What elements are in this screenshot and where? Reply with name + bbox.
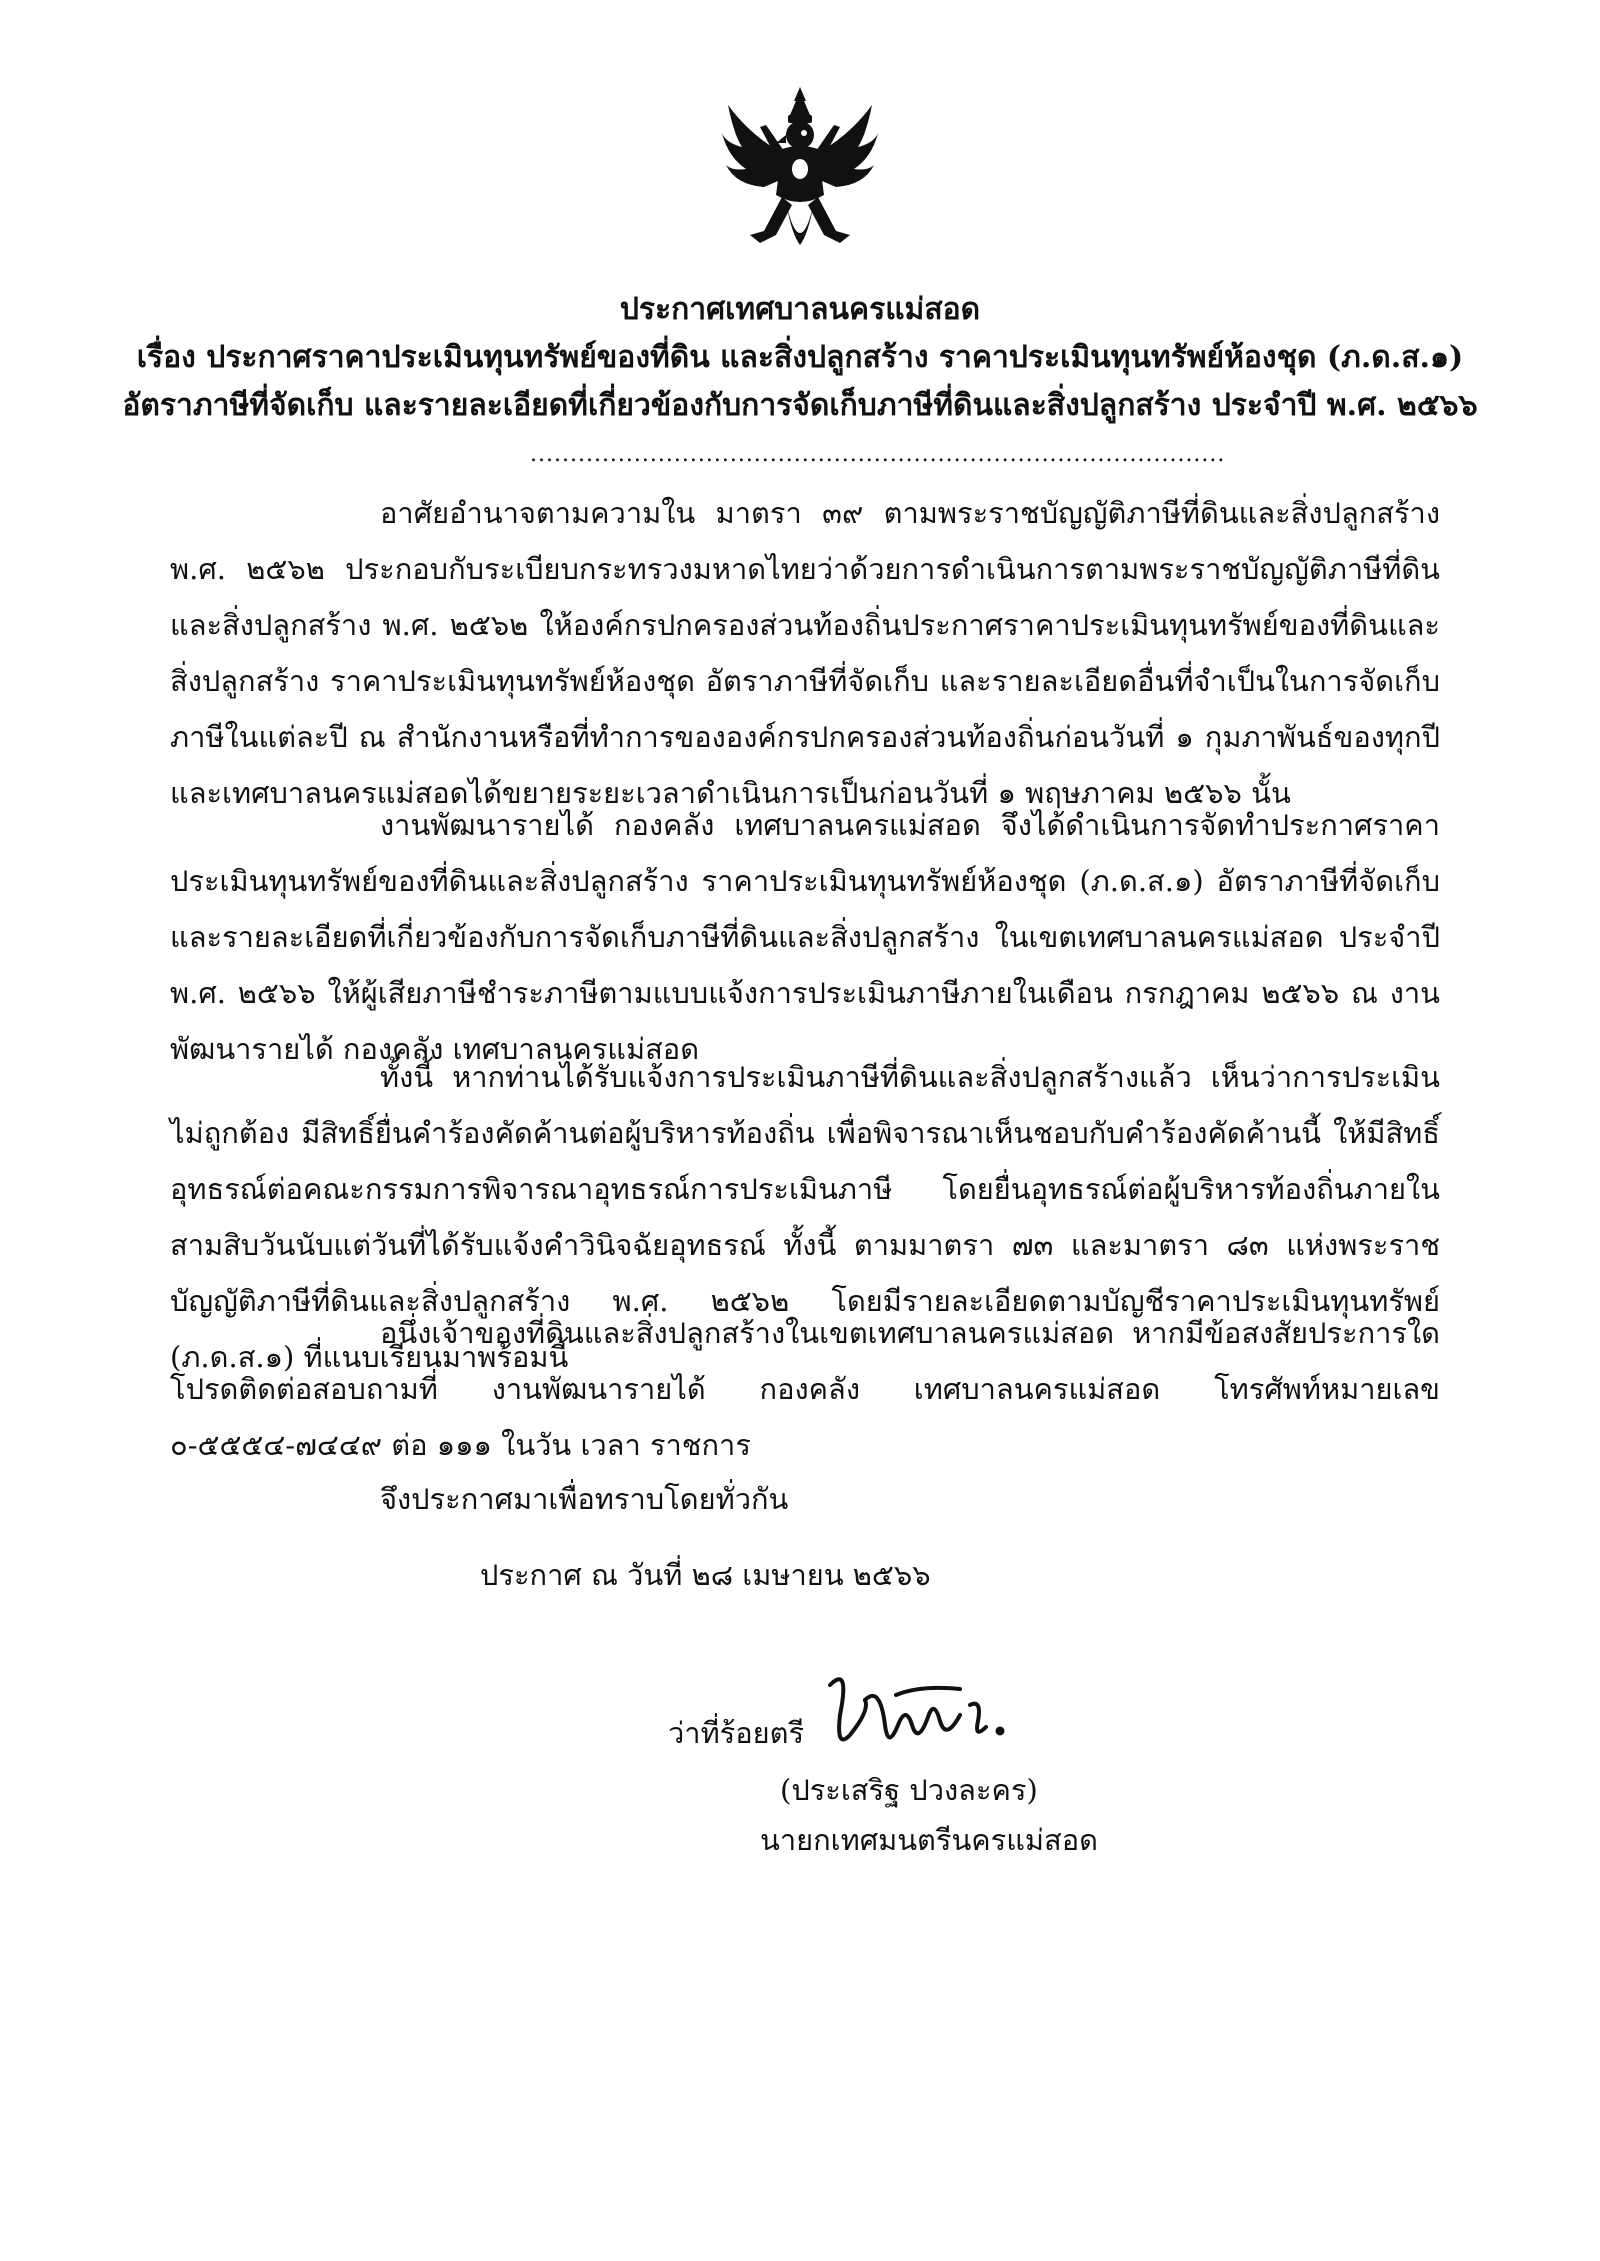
paragraph-authority: อาศัยอำนาจตามความใน มาตรา ๓๙ ตามพระราชบัญญัติภาษีที่ดินและสิ่งปลูกสร้าง พ.ศ. ๒๕๖๒ ประกอบกับระเบียบกระทรวงมหาดไทยว่าด้วยการดำเนินการตามพระราชบัญญัติภาษีที่ดินและสิ่งปลูกสร้าง พ.ศ. ๒๕๖๒ ให้องค์กรปกครองส่วนท้องถิ่นประกาศราคาประเมินทุนทรัพย์ของที่ดินและสิ่งปลูกสร้าง ราคาประเมินทุนทรัพย์ห้องชุด อัตราภาษีที่จัดเก็บ และรายละเอียดอื่นที่จำเป็นในการจัดเก็บภาษีในแต่ละปี ณ สำนักงานหรือที่ทำการขององค์กรปกครองส่วนท้องถิ่นก่อนวันที่ ๑ กุมภาพันธ์ของทุกปี และเทศบาลนครแม่สอดได้ขยายระยะเวลาดำเนินการเป็นก่อนวันที่ ๑ พฤษภาคม ๒๕๖๖ นั้น [170, 496, 1440, 810]
signatory-position: นายกเทศมนตรีนครแม่สอด [760, 1823, 1099, 1857]
announcement-date: ประกาศ ณ วันที่ ๒๘ เมษายน ๒๕๖๖ [480, 1558, 931, 1592]
separator-dots: ....................................................................................... [530, 442, 1226, 467]
paragraph-appeal: ทั้งนี้ หากท่านได้รับแจ้งการประเมินภาษีที่ดินและสิ่งปลูกสร้างแล้ว เห็นว่าการประเมินไม่ถูกต้อง มีสิทธิ์ยื่นคำร้องคัดค้านต่อผู้บริหารท้องถิ่น เพื่อพิจารณาเห็นชอบกับคำร้องคัดค้านนี้ ให้มีสิทธิ์อุทธรณ์ต่อคณะกรรมการพิจารณาอุทธรณ์การประเมินภาษี โดยยื่นอุทธรณ์ต่อผู้บริหารท้องถิ่นภายในสามสิบวันนับแต่วันที่ได้รับแจ้งคำวินิจฉัยอุทธรณ์ ทั้งนี้ ตามมาตรา ๗๓ และมาตรา ๘๓ แห่งพระราชบัญญัติภาษีที่ดินและสิ่งปลูกสร้าง พ.ศ. ๒๕๖๒ โดยมีรายละเอียดตามบัญชีราคาประเมินทุนทรัพย์ (ภ.ด.ส.๑) ที่แนบเรียนมาพร้อมนี้ [170, 1060, 1440, 1374]
document-subject-line-1: เรื่อง ประกาศราคาประเมินทุนทรัพย์ของที่ดิน และสิ่งปลูกสร้าง ราคาประเมินทุนทรัพย์ห้องชุด (ภ.ด.ส.๑) [136, 340, 1464, 375]
paragraph-announcement: งานพัฒนารายได้ กองคลัง เทศบาลนครแม่สอด จึงได้ดำเนินการจัดทำประกาศราคาประเมินทุนทรัพย์ของที่ดินและสิ่งปลูกสร้าง ราคาประเมินทุนทรัพย์ห้องชุด (ภ.ด.ส.๑) อัตราภาษีที่จัดเก็บ และรายละเอียดที่เกี่ยวข้องกับการจัดเก็บภาษีที่ดินและสิ่งปลูกสร้าง ในเขตเทศบาลนครแม่สอด ประจำปี พ.ศ. ๒๕๖๖ ให้ผู้เสียภาษีชำระภาษีตามแบบแจ้งการประเมินภาษีภายในเดือน กรกฎาคม ๒๕๖๖ ณ งานพัฒนารายได้ กองคลัง เทศบาลนครแม่สอด [170, 808, 1440, 1066]
closing-statement: จึงประกาศมาเพื่อทราบโดยทั่วกัน [380, 1482, 789, 1516]
document-title: ประกาศเทศบาลนครแม่สอด [619, 292, 981, 327]
paragraph-contact: อนึ่งเจ้าของที่ดินและสิ่งปลูกสร้างในเขตเทศบาลนครแม่สอด หากมีข้อสงสัยประการใด โปรดติดต่อสอบถามที่ งานพัฒนารายได้ กองคลัง เทศบาลนครแม่สอด โทรศัพท์หมายเลข ๐-๕๕๕๔-๗๔๔๙ ต่อ ๑๑๑ ในวัน เวลา ราชการ [170, 1316, 1440, 1462]
handwritten-signature [810, 1655, 1020, 1775]
document-subject-line-2: อัตราภาษีที่จัดเก็บ และรายละเอียดที่เกี่ยวข้องกับการจัดเก็บภาษีที่ดินและสิ่งปลูกสร้าง ประจำปี พ.ศ. ๒๕๖๖ [122, 388, 1478, 423]
signatory-rank: ว่าที่ร้อยตรี [668, 1716, 805, 1750]
signatory-name: (ประเสริฐ ปวงละคร) [780, 1773, 1038, 1807]
garuda-emblem-icon [720, 85, 880, 265]
